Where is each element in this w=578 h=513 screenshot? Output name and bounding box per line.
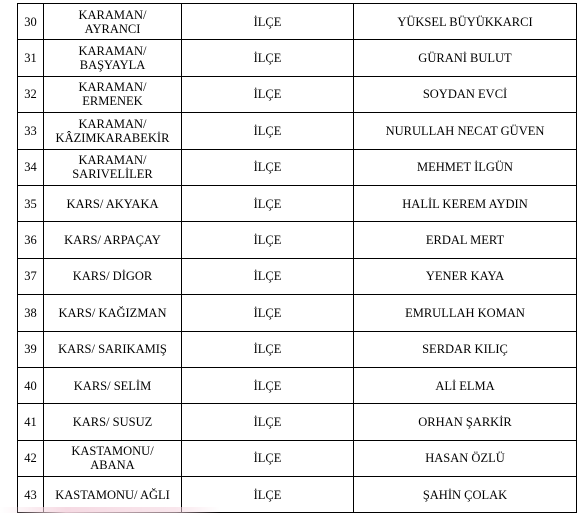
location-cell: [44, 185, 182, 221]
row-number: 35: [18, 185, 44, 221]
unit-type-cell: İLÇE: [182, 367, 354, 403]
row-number: 41: [18, 404, 44, 440]
appointment-table: [17, 3, 577, 513]
row-number: 34: [18, 149, 44, 185]
location-line: KARAMAN/: [78, 116, 147, 131]
unit-type-cell: İLÇE: [182, 295, 354, 331]
table-row: [18, 331, 577, 367]
table-row: [18, 76, 577, 112]
location-line: ABANA: [90, 458, 135, 473]
table-row: [18, 295, 577, 331]
location-line: AYRANCI: [84, 21, 141, 36]
person-name-cell: HASAN ÖZLÜ: [354, 440, 577, 476]
location-line: KARS/ SELİM: [73, 378, 152, 393]
unit-type-cell: İLÇE: [182, 113, 354, 149]
location-line: KARS/ ARPAÇAY: [64, 233, 161, 248]
location-cell: [44, 113, 182, 149]
location-cell: [44, 331, 182, 367]
location-line: ERMENEK: [82, 94, 143, 109]
person-name-cell: NURULLAH NECAT GÜVEN: [354, 113, 577, 149]
unit-type-cell: İLÇE: [182, 477, 354, 513]
location-line: KARAMAN/: [78, 44, 147, 59]
bottom-highlight: [0, 507, 220, 513]
person-name-cell: ALİ ELMA: [354, 367, 577, 403]
table-row: [18, 440, 577, 476]
row-number: 42: [18, 440, 44, 476]
unit-type-cell: İLÇE: [182, 185, 354, 221]
location-line: KARAMAN/: [78, 7, 147, 22]
row-number: 30: [18, 4, 44, 40]
location-cell: [44, 222, 182, 258]
location-line: KARS/ AKYAKA: [66, 196, 159, 211]
table-row: [18, 367, 577, 403]
row-number: 43: [18, 477, 44, 513]
location-cell: [44, 258, 182, 294]
location-cell: [44, 4, 182, 40]
row-number: 37: [18, 258, 44, 294]
location-line: KÂZIMKARABEKİR: [55, 130, 170, 145]
location-line: KARAMAN/: [78, 80, 147, 95]
table-row: [18, 404, 577, 440]
location-cell: [44, 149, 182, 185]
unit-type-cell: İLÇE: [182, 258, 354, 294]
row-number: 36: [18, 222, 44, 258]
location-line: KARS/ SUSUZ: [72, 414, 153, 429]
location-cell: [44, 76, 182, 112]
location-line: BAŞYAYLA: [79, 58, 146, 73]
table-row: [18, 222, 577, 258]
unit-type-cell: İLÇE: [182, 4, 354, 40]
location-line: SARIVELİLER: [72, 167, 153, 182]
location-line: KASTAMONU/ AĞLI: [55, 487, 170, 502]
location-cell: [44, 367, 182, 403]
unit-type-cell: İLÇE: [182, 40, 354, 76]
location-line: KASTAMONU/: [71, 444, 154, 459]
table-row: [18, 40, 577, 76]
location-cell: [44, 440, 182, 476]
person-name-cell: YENER KAYA: [354, 258, 577, 294]
location-line: KARS/ SARIKAMIŞ: [58, 342, 167, 357]
unit-type-cell: İLÇE: [182, 404, 354, 440]
table-row: [18, 149, 577, 185]
person-name-cell: SERDAR KILIÇ: [354, 331, 577, 367]
table-body: [18, 4, 577, 513]
person-name-cell: HALİL KEREM AYDIN: [354, 185, 577, 221]
table-row: [18, 185, 577, 221]
unit-type-cell: İLÇE: [182, 76, 354, 112]
location-line: KARS/ KAĞIZMAN: [58, 305, 167, 320]
unit-type-cell: İLÇE: [182, 222, 354, 258]
row-number: 33: [18, 113, 44, 149]
person-name-cell: EMRULLAH KOMAN: [354, 295, 577, 331]
person-name-cell: SOYDAN EVCİ: [354, 76, 577, 112]
location-cell: [44, 40, 182, 76]
row-number: 31: [18, 40, 44, 76]
unit-type-cell: İLÇE: [182, 440, 354, 476]
location-line: KARAMAN/: [78, 153, 147, 168]
row-number: 38: [18, 295, 44, 331]
row-number: 39: [18, 331, 44, 367]
person-name-cell: MEHMET İLGÜN: [354, 149, 577, 185]
location-cell: [44, 404, 182, 440]
location-cell: [44, 295, 182, 331]
person-name-cell: YÜKSEL BÜYÜKKARCI: [354, 4, 577, 40]
unit-type-cell: İLÇE: [182, 331, 354, 367]
row-number: 40: [18, 367, 44, 403]
table-row: [18, 258, 577, 294]
table-row: [18, 113, 577, 149]
person-name-cell: ORHAN ŞARKİR: [354, 404, 577, 440]
location-line: KARS/ DİGOR: [72, 269, 153, 284]
person-name-cell: ERDAL MERT: [354, 222, 577, 258]
person-name-cell: ŞAHİN ÇOLAK: [354, 477, 577, 513]
table-row: [18, 4, 577, 40]
row-number: 32: [18, 76, 44, 112]
unit-type-cell: İLÇE: [182, 149, 354, 185]
person-name-cell: GÜRANİ BULUT: [354, 40, 577, 76]
